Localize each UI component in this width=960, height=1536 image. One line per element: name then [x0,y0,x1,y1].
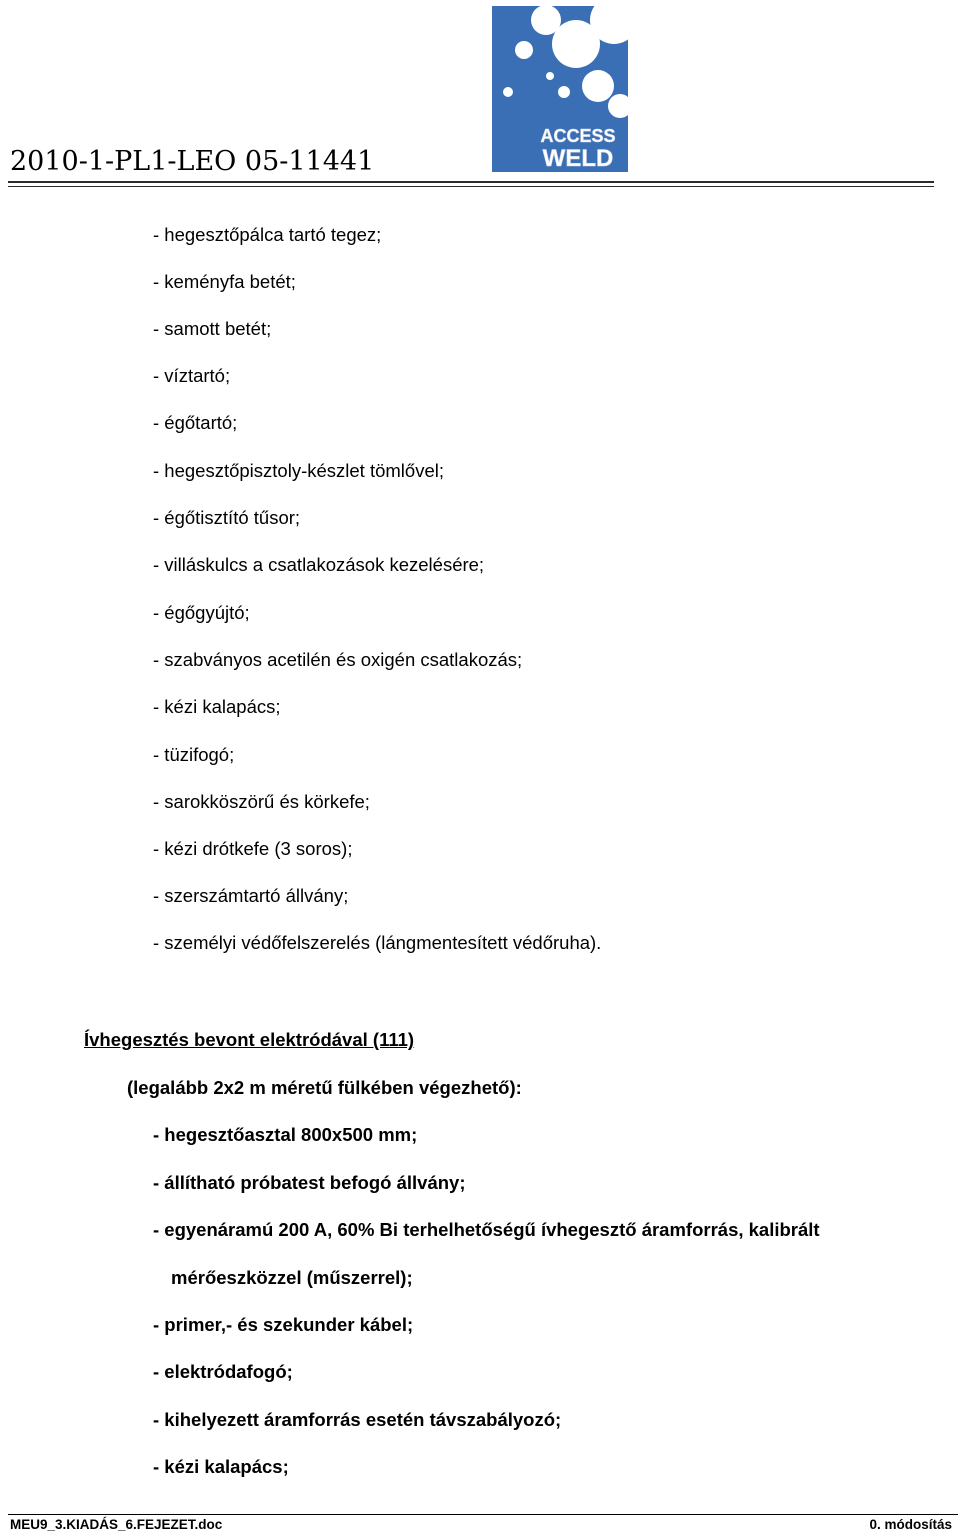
list-item: - hegesztőpisztoly-készlet tömlővel; [153,460,444,481]
section-heading: Ívhegesztés bevont elektródával (111) [84,1029,415,1050]
equipment-item: - kihelyezett áramforrás esetén távszabályozó; [153,1409,562,1430]
list-item: - égőtartó; [153,412,238,433]
list-item: - személyi védőfelszerelés (lángmentesített védőruha). [153,932,602,953]
equipment-item: - egyenáramú 200 A, 60% Bi terhelhetőségű ívhegesztő áramforrás, kalibrált [153,1219,820,1240]
list-item: - villáskulcs a csatlakozások kezelésére; [153,554,485,575]
list-item: - samott betét; [153,318,272,339]
equipment-item: - primer,- és szekunder kábel; [153,1314,414,1335]
list-item: - víztartó; [153,365,231,386]
equipment-item: - állítható próbatest befogó állvány; [153,1172,466,1193]
logo-text-weld: WELD [542,145,614,172]
list-item: - kézi kalapács; [153,696,281,717]
footer-revision: 0. módosítás [869,1517,952,1532]
footer-rule [8,1514,958,1515]
access-weld-logo [490,6,630,172]
list-item: - sarokköszörű és körkefe; [153,791,370,812]
project-code: 2010-1-PL1-LEO 05-11441 [10,146,375,177]
footer-filename: MEU9_3.KIADÁS_6.FEJEZET.doc [10,1517,223,1532]
list-item: - szerszámtartó állvány; [153,885,349,906]
list-item: - szabványos acetilén és oxigén csatlakozás; [153,649,523,670]
list-item: - hegesztőpálca tartó tegez; [153,224,382,245]
list-item: - égőtisztító tűsor; [153,507,301,528]
section-subheading: (legalább 2x2 m méretű fülkében végezhető): [127,1077,522,1098]
header-rule-thin [8,186,934,187]
list-item: - égőgyújtó; [153,602,250,623]
list-item: - keményfa betét; [153,271,296,292]
logo-text-access: ACCESS [540,126,616,146]
equipment-item-continuation: mérőeszközzel (műszerrel); [171,1267,413,1288]
list-item: - tüzifogó; [153,744,235,765]
equipment-item: - elektródafogó; [153,1361,293,1382]
equipment-item: - hegesztőasztal 800x500 mm; [153,1124,418,1145]
equipment-item: - kézi kalapács; [153,1456,289,1477]
header-rule [8,181,934,183]
list-item: - kézi drótkefe (3 soros); [153,838,353,859]
